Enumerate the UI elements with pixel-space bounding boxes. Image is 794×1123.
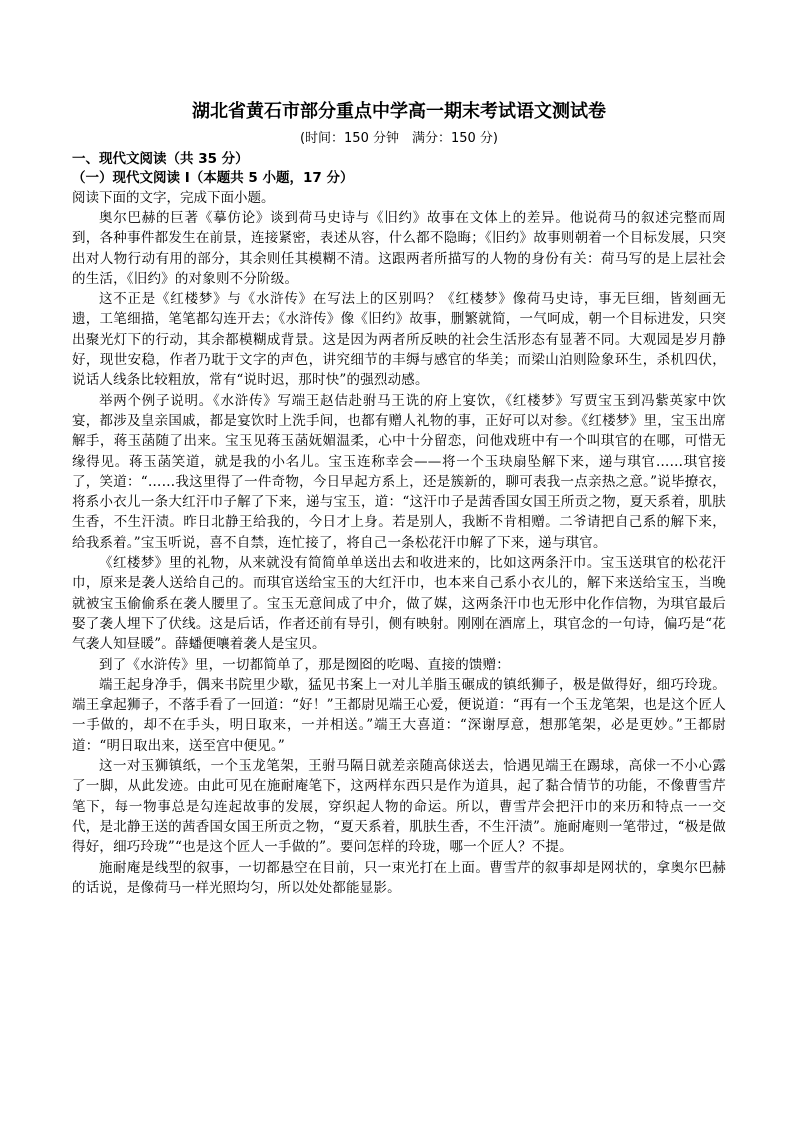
section-heading: 一、现代文阅读（共 35 分） bbox=[72, 151, 249, 167]
paragraph: 《红楼梦》里的礼物，从来就没有简简单单送出去和收进来的，比如这两条汗巾。宝玉送琪官的松花汗巾，原来是袭人送给自己的。而琪官送给宝玉的大红汗巾，也本来自己系小衣儿的，解下来送给宝玉，当晚就被宝玉偷偷系在袭人腰里了。宝玉无意间成了中介，做了媒，这两条汗巾也无形中化作信物，为琪官最后娶了袭人埋下了伏线。这是后话，作者还前有导引，侧有映射。刚刚在酒席上，琪官念的一句诗，偏巧是“花气袭人知昼暖”。薛蟠便嚷着袭人是宝贝。 bbox=[72, 555, 726, 653]
paragraph: 举两个例子说明。《水浒传》写端王赵佶赴驸马王诜的府上宴饮，《红楼梦》写贾宝玉到冯紫英家中饮宴，都涉及皇亲国戚，都是宴饮时上洗手间，也都有赠人礼物的事，正好可以对参。《红楼梦》里，宝玉出席解手，蒋玉菡随了出来。宝玉见蒋玉菡妩媚温柔，心中十分留恋，问他戏班中有一个叫琪官的在哪，可惜无缘得见。蒋玉菡笑道，就是我的小名儿。宝玉连称幸会——将一个玉玦扇坠解下来，递与琪官……琪官接了，笑道：“……我这里得了一件奇物，今日早起方系上，还是簇新的，聊可表我一点亲热之意。”说毕撩衣，将系小衣儿一条大红汗巾子解了下来，递与宝玉，道：“这汗巾子是茜香国女国王所贡之物，夏天系着，肌肤生香，不生汗渍。昨日北静王给我的，今日才上身。若是别人，我断不肯相赠。二爷请把自己系的解下来，给我系着。”宝玉听说，喜不自禁，连忙接了，将自己一条松花汗巾解了下来，递与琪官。 bbox=[72, 392, 726, 551]
document-page bbox=[72, 100, 726, 898]
subsection-heading: （一）现代文阅读 I（本题共 5 小题，17 分） bbox=[72, 170, 354, 186]
instruction-text: 阅读下面的文字，完成下面小题。 bbox=[72, 190, 275, 206]
paragraph: 奥尔巴赫的巨著《摹仿论》谈到荷马史诗与《旧约》故事在文体上的差异。他说荷马的叙述完整而周到，各种事件都发生在前景，连接紧密，表述从容，什么都不隐晦；《旧约》故事则朝着一个目标发展，只突出对人物行动有用的部分，其余则任其模糊不清。这跟两者所描写的人物的身份有关：荷马写的是上层社会的生活，《旧约》的对象则不分阶级。 bbox=[72, 210, 726, 287]
page-title: 湖北省黄石市部分重点中学高一期末考试语文测试卷 bbox=[192, 101, 606, 122]
paragraph: 施耐庵是线型的叙事，一切都悬空在目前，只一束光打在上面。曹雪芹的叙事却是网状的，拿奥尔巴赫的话说，是像荷马一样光照均匀，所以处处都能显影。 bbox=[72, 859, 726, 896]
exam-meta: (时间：150 分钟 满分：150 分) bbox=[299, 131, 499, 146]
paragraph: 端王起身净手，偶来书院里少歇，猛见书案上一对儿羊脂玉碾成的镇纸狮子，极是做得好，细巧玲珑。端王拿起狮子，不落手看了一回道：“好！”王都尉见端王心爱，便说道：“再有一个玉龙笔架，也是这个匠人一手做的，却不在手头，明日取来，一并相送。”端王大喜道：“深谢厚意，想那笔架，必是更妙。”王都尉道：“明日取出来，送至宫中便见。” bbox=[72, 676, 726, 754]
paragraph: 这一对玉狮镇纸，一个玉龙笔架，王驸马隔日就差亲随高俅送去，恰遇见端王在踢球，高俅一不小心露了一脚，从此发迹。由此可见在施耐庵笔下，这两样东西只是作为道具，起了黏合情节的功能，不像曹雪芹笔下，每一物事总是勾连起故事的发展，穿织起人物的命运。所以，曹雪芹会把汗巾的来历和特点一一交代，是北静王送的茜香国女国王所贡之物，“夏天系着，肌肤生香，不生汗渍”。施耐庵则一笔带过，“极是做得好，细巧玲珑”“也是这个匠人一手做的”。要问怎样的玲珑，哪一个匠人？不提。 bbox=[72, 758, 726, 856]
paragraph: 到了《水浒传》里，一切都简单了，那是囫囵的吃喝、直接的馈赠： bbox=[99, 656, 510, 673]
paragraph: 这不正是《红楼梦》与《水浒传》在写法上的区别吗？《红楼梦》像荷马史诗，事无巨细，皆刻画无遗，工笔细描，笔笔都勾连开去；《水浒传》像《旧约》故事，删繁就简，一气呵成，朝一个目标进发，只突出聚光灯下的行动，其余都模糊成背景。这是因为两者所反映的社会生活形态有显著不同。大观园是岁月静好，现世安稳，作者乃耽于文字的声色，讲究细节的丰缛与感官的华美；而梁山泊则险象环生，杀机四伏，说话人线条比较粗放，常有“说时迟，那时快”的强烈动感。 bbox=[72, 291, 726, 389]
